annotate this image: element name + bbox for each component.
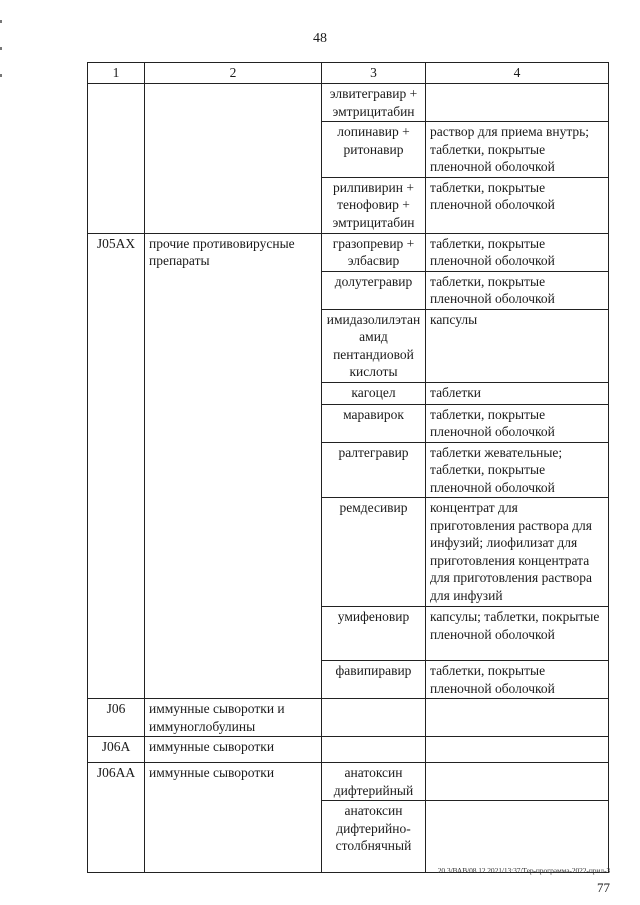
atc-name-cell: прочие противовирусные препараты [145, 233, 322, 699]
drug-name-cell [322, 699, 426, 737]
atc-code-cell: J06AA [88, 763, 145, 873]
dosage-form-cell: таблетки, покрытые пленочной оболочкой [426, 177, 609, 233]
dosage-form-cell: таблетки, покрытые пленочной оболочкой [426, 271, 609, 309]
dosage-form-cell [426, 801, 609, 873]
drug-name-cell: рилпивирин + тенофовир + эмтрицитабин [322, 177, 426, 233]
table-row [88, 763, 609, 801]
atc-name-cell: иммунные сыворотки и иммуноглобулины [145, 699, 322, 737]
drug-name-cell: анатоксин дифтерийно-столбнячный [322, 801, 426, 873]
document-reference: 20.3/ВАВ/08.12.2021/13:37/Тер-программа-2022-прил-3 [437, 866, 610, 875]
drug-name-cell: умифеновир [322, 607, 426, 661]
header-row [88, 63, 609, 84]
dosage-form-cell: таблетки, покрытые пленочной оболочкой [426, 661, 609, 699]
drug-name-cell: имидазолилэтанамид пентандиовой кислоты [322, 309, 426, 382]
drug-name-cell: кагоцел [322, 382, 426, 404]
drug-name-cell: ремдесивир [322, 498, 426, 607]
atc-code-cell [88, 84, 145, 234]
atc-code-cell: J06 [88, 699, 145, 737]
dosage-form-cell: таблетки, покрытые пленочной оболочкой [426, 233, 609, 271]
atc-name-cell: иммунные сыворотки [145, 763, 322, 873]
drug-name-cell: долутегравир [322, 271, 426, 309]
dosage-form-cell: таблетки [426, 382, 609, 404]
table-row [88, 233, 609, 271]
drug-name-cell [322, 737, 426, 763]
dosage-form-cell: таблетки, покрытые пленочной оболочкой [426, 404, 609, 442]
header-col-3: 3 [322, 63, 426, 84]
drug-name-cell: элвитегравир + эмтрицитабин [322, 84, 426, 122]
header-col-1: 1 [88, 63, 145, 84]
page-number: 48 [313, 31, 327, 46]
dosage-form-cell: раствор для приема внутрь; таблетки, покрытые пленочной оболочкой [426, 122, 609, 178]
atc-code-cell: J05AX [88, 233, 145, 699]
table-row [88, 84, 609, 122]
drug-name-cell: маравирок [322, 404, 426, 442]
dosage-form-cell: капсулы [426, 309, 609, 382]
header-col-2: 2 [145, 63, 322, 84]
header-col-4: 4 [426, 63, 609, 84]
atc-code-cell: J06A [88, 737, 145, 763]
drug-table [87, 62, 609, 873]
drug-name-cell: лопинавир + ритонавир [322, 122, 426, 178]
drug-name-cell: ралтегравир [322, 442, 426, 498]
footer-page-number: 77 [597, 880, 610, 895]
drug-name-cell: фавипиравир [322, 661, 426, 699]
dosage-form-cell [426, 763, 609, 801]
table-row [88, 737, 609, 763]
drug-name-cell: анатоксин дифтерийный [322, 763, 426, 801]
dosage-form-cell: таблетки жевательные; таблетки, покрытые пленочной оболочкой [426, 442, 609, 498]
drug-name-cell: гразопревир + элбасвир [322, 233, 426, 271]
dosage-form-cell: капсулы; таблетки, покрытые пленочной оболочкой [426, 607, 609, 661]
dosage-form-cell [426, 699, 609, 737]
atc-name-cell [145, 84, 322, 234]
table-row [88, 699, 609, 737]
dosage-form-cell [426, 737, 609, 763]
dosage-form-cell [426, 84, 609, 122]
dosage-form-cell: концентрат для приготовления раствора для инфузий; лиофилизат для приготовления концентрата для приготовления раствора для инфузий [426, 498, 609, 607]
atc-name-cell: иммунные сыворотки [145, 737, 322, 763]
